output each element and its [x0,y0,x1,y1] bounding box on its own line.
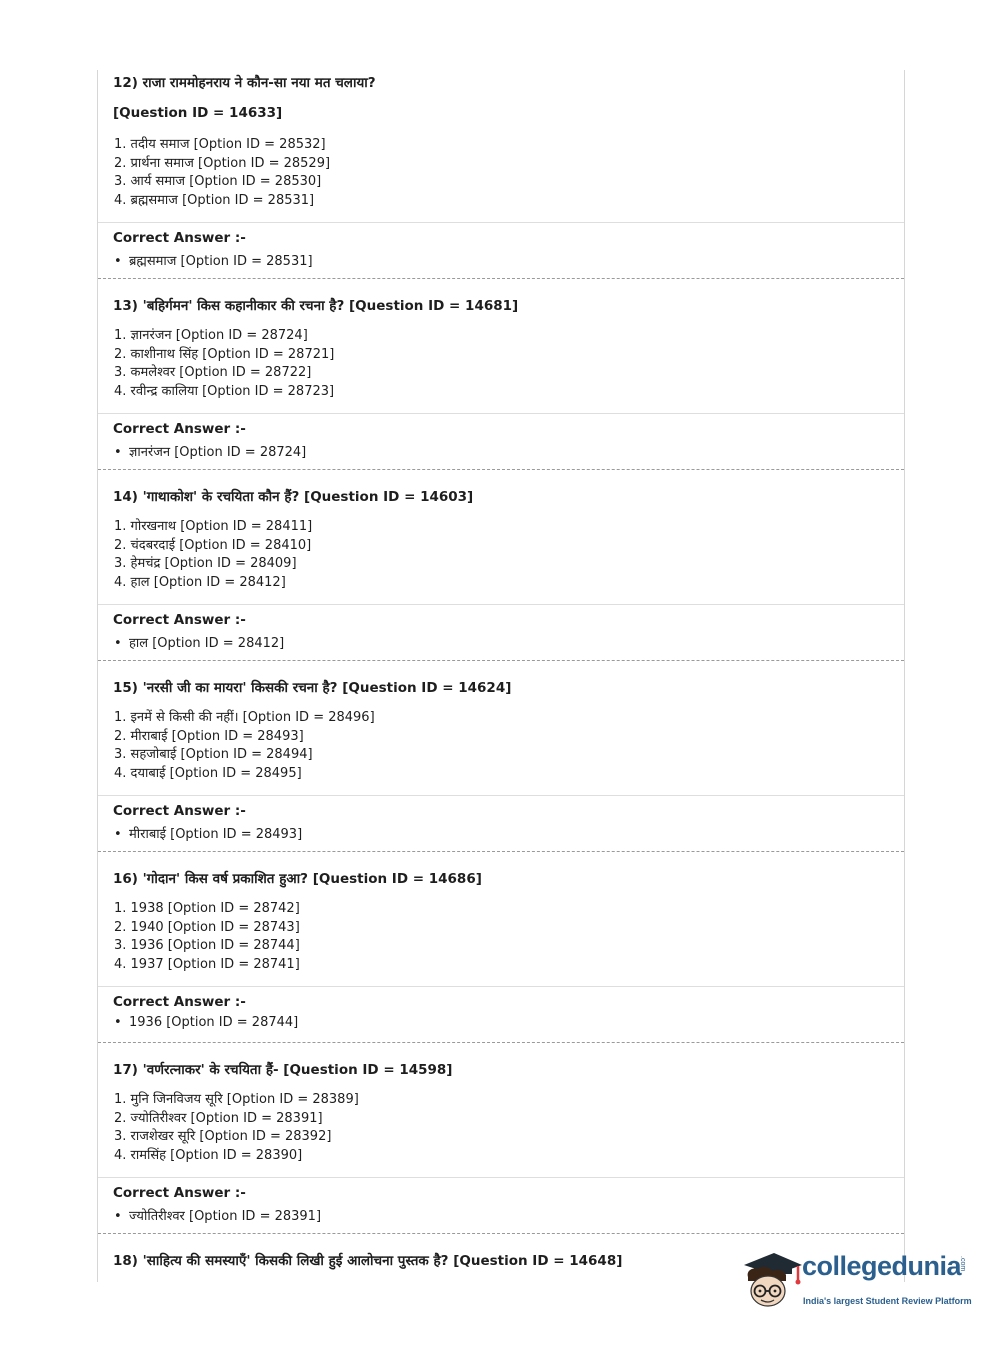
option-list [114,709,375,783]
question-title: 15) 'नरसी जी का मायरा' किसकी रचना है? [Question ID = 14624] [113,680,512,696]
question-title: 12) राजा राममोहनराय ने कौन-सा नया मत चलाया? [113,75,376,91]
option-item: 2. ज्योतिरीश्वर [Option ID = 28391] [114,1110,323,1126]
option-item: 4. रामसिंह [Option ID = 28390] [114,1147,303,1163]
correct-answer-value: • मीराबाई [Option ID = 28493] [114,827,303,842]
option-item: 4. ब्रह्मसमाज [Option ID = 28531] [114,192,315,208]
option-item: 4. रवीन्द्र कालिया [Option ID = 28723] [114,383,335,399]
section-divider [98,222,904,223]
question-id: [Question ID = 14633] [113,105,283,121]
option-list [114,136,330,210]
question-title: 13) 'बहिर्गमन' किस कहानीकार की रचना है? [Question ID = 14681] [113,298,519,314]
option-item: 3. कमलेश्वर [Option ID = 28722] [114,365,312,381]
option-item: 3. आर्य समाज [Option ID = 28530] [114,174,322,190]
correct-answer-label: Correct Answer :- [113,421,246,437]
logo-wordmark: collegedunia [802,1251,962,1281]
option-item: 1. मुनि जिनविजय सूरि [Option ID = 28389] [114,1092,359,1107]
correct-answer-value: • 1936 [Option ID = 28744] [114,1015,299,1030]
section-divider [98,1177,904,1178]
option-item: 4. हाल [Option ID = 28412] [114,574,286,590]
correct-answer-label: Correct Answer :- [113,994,246,1010]
option-item: 3. हेमचंद्र [Option ID = 28409] [114,556,297,572]
option-list [114,900,300,974]
section-divider [98,413,904,414]
option-item: 1. 1938 [Option ID = 28742] [114,901,300,916]
option-item: 1. गोरखनाथ [Option ID = 28411] [114,519,313,534]
option-list [114,518,312,592]
correct-answer-label: Correct Answer :- [113,230,246,246]
option-item: 1. तदीय समाज [Option ID = 28532] [114,137,326,152]
correct-answer-value: • ज्योतिरीश्वर [Option ID = 28391] [114,1209,322,1224]
question-title: 14) 'गाथाकोश' के रचयिता कौन हैं? [Question ID = 14603] [113,489,474,505]
option-item: 1. ज्ञानरंजन [Option ID = 28724] [114,328,308,343]
logo-suffix: .com [959,1256,966,1272]
question-panel [97,70,905,1282]
option-item: 2. 1940 [Option ID = 28743] [114,919,300,935]
option-item: 3. 1936 [Option ID = 28744] [114,938,300,954]
correct-answer-label: Correct Answer :- [113,612,246,628]
question-separator [98,851,904,852]
question-separator [98,1042,904,1043]
option-item: 4. दयाबाई [Option ID = 28495] [114,765,302,781]
question-title: 16) 'गोदान' किस वर्ष प्रकाशित हुआ? [Question ID = 14686] [113,871,482,887]
correct-answer-value: • ज्ञानरंजन [Option ID = 28724] [114,445,307,460]
section-divider [98,986,904,987]
option-item: 2. मीराबाई [Option ID = 28493] [114,728,304,744]
correct-answer-value: • ब्रह्मसमाज [Option ID = 28531] [114,254,313,269]
option-item: 3. राजशेखर सूरि [Option ID = 28392] [114,1129,332,1145]
option-item: 2. काशीनाथ सिंह [Option ID = 28721] [114,346,335,362]
correct-answer-label: Correct Answer :- [113,803,246,819]
question-separator [98,469,904,470]
option-list [114,327,334,401]
question-separator [98,660,904,661]
mascot-icon [740,1247,804,1313]
question-title: 17) 'वर्णरत्नाकर' के रचयिता हैं- [Question ID = 14598] [113,1062,453,1078]
question-separator [98,1233,904,1234]
question-title: 18) 'साहित्य की समस्याएँ' किसकी लिखी हुई आलोचना पुस्तक है? [Question ID = 14648] [113,1253,623,1269]
section-divider [98,795,904,796]
option-list [114,1091,359,1165]
section-divider [98,604,904,605]
option-item: 3. सहजोबाई [Option ID = 28494] [114,747,313,763]
collegedunia-logo [740,1247,972,1313]
option-item: 2. चंदबरदाई [Option ID = 28410] [114,537,312,553]
option-item: 4. 1937 [Option ID = 28741] [114,956,300,972]
logo-tagline: India's largest Student Review Platform [803,1296,972,1306]
question-separator [98,278,904,279]
option-item: 1. इनमें से किसी की नहीं। [Option ID = 28496] [114,710,375,725]
correct-answer-label: Correct Answer :- [113,1185,246,1201]
correct-answer-value: • हाल [Option ID = 28412] [114,636,285,651]
option-item: 2. प्रार्थना समाज [Option ID = 28529] [114,155,331,171]
